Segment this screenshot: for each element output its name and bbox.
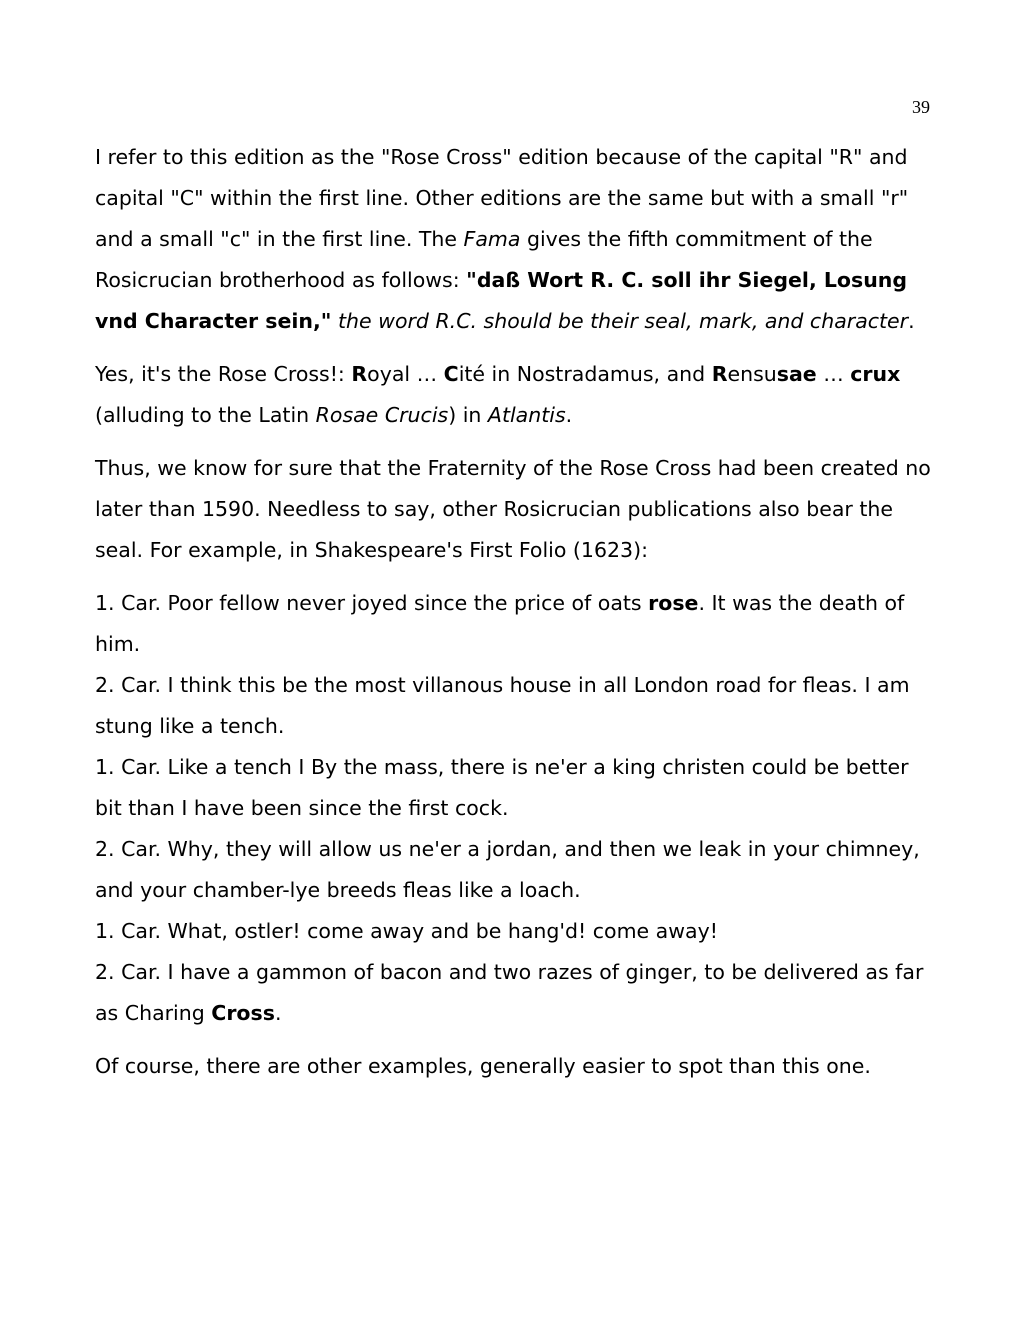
- italic-rosae-crucis: Rosae Crucis: [315, 403, 449, 427]
- paragraph-other-examples: Of course, there are other examples, generally easier to spot than this one.: [95, 1054, 871, 1078]
- text-run: oyal …: [367, 362, 444, 386]
- text-run: .: [908, 309, 915, 333]
- quote-line: 2. Car. I think this be the most villanous house in all London road for fleas. I am stung like a tench.: [95, 673, 910, 738]
- text-run: 2. Car. I have a gammon of bacon and two razes of ginger, to be delivered as far as Charing: [95, 960, 924, 1025]
- quote-line: [95, 952, 931, 1034]
- paragraph-fraternity: Thus, we know for sure that the Fraternity of the Rose Cross had been created no later than 1590. Needless to say, other Rosicrucian publications also bear the seal. For example, in Shakespeare's First Folio (1623):: [95, 456, 931, 562]
- text-run: I refer to this edition as the "Rose Cross" edition because of the capital "R" and capital "C" within the first line. Other editions are the same but with a small "r" and a small "c" in the first line. The: [95, 145, 909, 251]
- text-run: .: [274, 1001, 282, 1025]
- quote-translation: the word R.C. should be their seal, mark, and character: [338, 309, 909, 333]
- quote-line: 1. Car. Like a tench I By the mass, there is ne'er a king christen could be better bit than I have been since the first cock.: [95, 755, 909, 820]
- bold-letter: C: [443, 362, 459, 386]
- text-run: gives the fifth commitment of the Rosicrucian brotherhood as follows:: [95, 227, 873, 292]
- text-run: …: [816, 362, 851, 386]
- bold-cross: Cross: [211, 1001, 275, 1025]
- text-run: ) in: [448, 403, 488, 427]
- text-run: 1. Car. Poor fellow never joyed since the price of oats: [95, 591, 649, 615]
- italic-fama: Fama: [463, 227, 521, 251]
- bold-crux: crux: [850, 362, 901, 386]
- bold-rose: rose: [648, 591, 699, 615]
- bold-letter: R: [711, 362, 728, 386]
- paragraph-yes-rose-cross: [95, 354, 931, 436]
- quote-line: 2. Car. Why, they will allow us ne'er a jordan, and then we leak in your chimney, and your chamber-lye breeds fleas like a loach.: [95, 837, 920, 902]
- text-run: . It was the death of him.: [95, 591, 905, 656]
- quote-line: 1. Car. What, ostler! come away and be hang'd! come away!: [95, 919, 718, 943]
- bold-letter: R: [351, 362, 368, 386]
- paragraph-rose-cross-edition: [95, 137, 931, 342]
- document-body: [95, 137, 931, 1087]
- text-run: Yes, it's the Rose Cross!:: [95, 362, 352, 386]
- text-run: (alluding to the Latin: [95, 403, 316, 427]
- text-run: .: [565, 403, 573, 427]
- bold-sae: sae: [776, 362, 817, 386]
- quote-line: [95, 583, 931, 665]
- text-run: ité in Nostradamus, and: [458, 362, 712, 386]
- page-number: 39: [912, 97, 930, 117]
- shakespeare-quote-block: [95, 583, 931, 1034]
- german-quote: "daß Wort R. C. soll ihr Siegel, Losung vnd Character sein,": [95, 268, 908, 333]
- italic-atlantis: Atlantis: [487, 403, 566, 427]
- text-run: ensu: [727, 362, 777, 386]
